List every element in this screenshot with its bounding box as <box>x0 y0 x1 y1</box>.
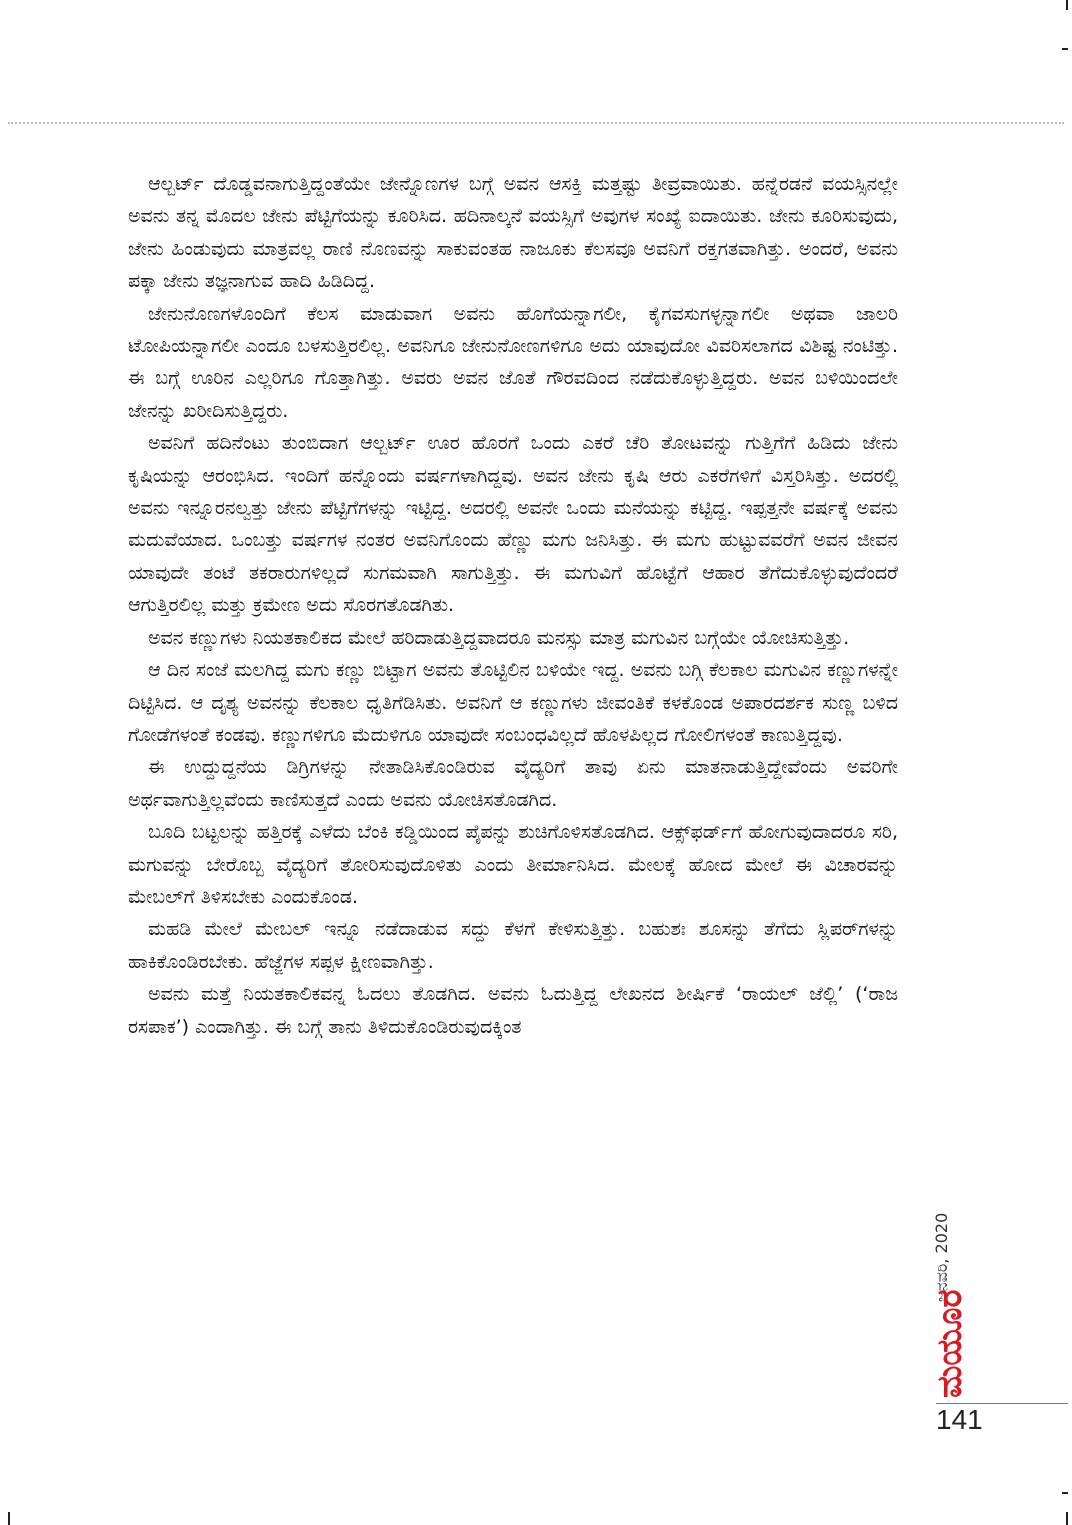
crop-mark-bottom-right <box>1066 1512 1068 1525</box>
crop-mark-bottom-left <box>8 1512 10 1525</box>
article-body <box>128 168 898 1043</box>
magazine-logo: ಮಯೂರ <box>930 1289 970 1398</box>
header-dotted-divider <box>8 122 1064 124</box>
magazine-sidebar <box>928 1080 980 1398</box>
paragraph-5: ಆ ದಿನ ಸಂಜೆ ಮಲಗಿದ್ದ ಮಗು ಕಣ್ಣು ಬಿಟ್ಟಾಗ ಅವನು ತೊಟ್ಟಿಲಿನ ಬಳಿಯೇ ಇದ್ದ. ಅವನು ಬಗ್ಗಿ ಕೆಲಕಾಲ ಮಗುವಿನ ಕಣ್ಣುಗಳನ್ನೇ ದಿಟ್ಟಿಸಿದ. ಆ ದೃಶ್ಯ ಅವನನ್ನು ಕೆಲಕಾಲ ಧೃತಿಗೆಡಿಸಿತು. ಅವನಿಗೆ ಆ ಕಣ್ಣುಗಳು ಜೀವಂತಿಕೆ ಕಳಕೊಂಡ ಅಪಾರದರ್ಶಕ ಸುಣ್ಣ ಬಳಿದ ಗೋಡೆಗಳಂತೆ ಕಂಡವು. ಕಣ್ಣುಗಳಿಗೂ ಮೆದುಳಿಗೂ ಯಾವುದೇ ಸಂಬಂಧವಿಲ್ಲದೆ ಹೊಳಪಿಲ್ಲದ ಗೋಲಿಗಳಂತೆ ಕಾಣುತ್ತಿದ್ದವು. <box>128 659 898 746</box>
crop-mark-top-right-side <box>1062 48 1068 50</box>
paragraph-2: ಜೇನುನೊಣಗಳೊಂದಿಗೆ ಕೆಲಸ ಮಾಡುವಾಗ ಅವನು ಹೊಗೆಯನ್ನಾಗಲೀ, ಕೈಗವಸುಗಳ್ಳನ್ನಾಗಲೀ ಅಥವಾ ಜಾಲರಿ ಟೋಪಿಯನ್ನಾಗಲೀ ಎಂದೂ ಬಳಸುತ್ತಿರಲಿಲ್ಲ. ಅವನಿಗೂ ಜೇನುನೋಣಗಳಿಗೂ ಅದು ಯಾವುದೋ ವಿವರಿಸಲಾಗದ ವಿಶಿಷ್ಟ ನಂಟಿತ್ತು. ಈ ಬಗ್ಗೆ ಊರಿನ ಎಲ್ಲರಿಗೂ ಗೊತ್ತಾಗಿತ್ತು. ಅವರು ಅವನ ಜೊತೆ ಗೌರವದಿಂದ ನಡೆದುಕೊಳ್ಳುತ್ತಿದ್ದರು. ಅವನ ಬಳಿಯಿಂದಲೇ ಜೇನನ್ನು ಖರೀದಿಸುತ್ತಿದ್ದರು. <box>128 302 898 422</box>
paragraph-9: ಅವನು ಮತ್ತೆ ನಿಯತಕಾಲಿಕವನ್ನ ಓದಲು ತೊಡಗಿದ. ಅವನು ಓದುತ್ತಿದ್ದ ಲೇಖನದ ಶೀರ್ಷಿಕೆ ‘ರಾಯಲ್ ಜೆಲ್ಲಿ’ (‘ರಾಜ ರಸಪಾಕ’) ಎಂದಾಗಿತ್ತು. ಈ ಬಗ್ಗೆ ತಾನು ತಿಳಿದುಕೊಂಡಿರುವುದಕ್ಕಿಂತ <box>128 983 898 1038</box>
paragraph-4: ಅವನ ಕಣ್ಣುಗಳು ನಿಯತಕಾಲಿಕದ ಮೇಲೆ ಹರಿದಾಡುತ್ತಿದ್ದವಾದರೂ ಮನಸ್ಸು ಮಾತ್ರ ಮಗುವಿನ ಬಗ್ಗೆಯೇ ಯೋಚಿಸುತ್ತಿತ್ತು. <box>148 626 850 649</box>
crop-mark-bottom-right-side <box>1062 1492 1068 1494</box>
paragraph-7: ಬೂದಿ ಬಟ್ಟಲನ್ನು ಹತ್ತಿರಕ್ಕೆ ಎಳೆದು ಬೆಂಕಿ ಕಡ್ಡಿಯಿಂದ ಪೈಪನ್ನು ಶುಚಿಗೊಳಿಸತೊಡಗಿದ. ಆಕ್ಸ್‌ಫರ್ಡ್‌ಗೆ ಹೋಗುವುದಾದರೂ ಸರಿ, ಮಗುವನ್ನು ಬೇರೊಬ್ಬ ವೈದ್ಯರಿಗೆ ತೋರಿಸುವುದೊಳಿತು ಎಂದು ತೀರ್ಮಾನಿಸಿದ. ಮೇಲಕ್ಕೆ ಹೋದ ಮೇಲೆ ಈ ವಿಚಾರವನ್ನು ಮೇಬಲ್‌ಗೆ ತಿಳಿಸಬೇಕು ಎಂದುಕೊಂಡ. <box>128 821 898 908</box>
paragraph-6: ಈ ಉದ್ದುದ್ದನೆಯ ಡಿಗ್ರಿಗಳನ್ನು ನೇತಾಡಿಸಿಕೊಂಡಿರುವ ವೈದ್ಯರಿಗೆ ತಾವು ಏನು ಮಾತನಾಡುತ್ತಿದ್ದೇವೆಂದು ಅವರಿಗೇ ಅರ್ಥವಾಗುತ್ತಿಲ್ಲವೆಂದು ಕಾಣಿಸುತ್ತದೆ ಎಂದು ಅವನು ಯೋಚಿಸತೊಡಗಿದ. <box>128 756 898 811</box>
crop-mark-top-right <box>1066 0 1068 10</box>
paragraph-8: ಮಹಡಿ ಮೇಲೆ ಮೇಬಲ್ ಇನ್ನೂ ನಡೆದಾಡುವ ಸದ್ದು ಕೆಳಗೆ ಕೇಳಿಸುತ್ತಿತ್ತು. ಬಹುಶಃ ಶೂಸನ್ನು ತೆಗೆದು ಸ್ಲಿಪರ್‌ಗಳನ್ನು ಹಾಕಿಕೊಂಡಿರಬೇಕು. ಹೆಜ್ಜೆಗಳ ಸಪ್ಪಳ ಕ್ಷೀಣವಾಗಿತ್ತು. <box>128 918 898 973</box>
paragraph-1: ಆಲ್ಬರ್ಟ್ ದೊಡ್ಡವನಾಗುತ್ತಿದ್ದಂತೆಯೇ ಜೇನ್ನೊಣಗಳ ಬಗ್ಗೆ ಅವನ ಆಸಕ್ತಿ ಮತ್ತಷ್ಟು ತೀವ್ರವಾಯಿತು. ಹನ್ನೆರಡನೆ ವಯಸ್ಸಿನಲ್ಲೇ ಅವನು ತನ್ನ ಮೊದಲ ಜೇನು ಪೆಟ್ಟಿಗೆಯನ್ನು ಕೂರಿಸಿದ. ಹದಿನಾಲ್ಕನೆ ವಯಸ್ಸಿಗೆ ಅವುಗಳ ಸಂಖ್ಯೆ ಐದಾಯಿತು. ಜೇನು ಕೂರಿಸುವುದು, ಜೇನು ಹಿಂಡುವುದು ಮಾತ್ರವಲ್ಲ ರಾಣಿ ನೊಣವನ್ನು ಸಾಕುವಂತಹ ನಾಜೂಕು ಕೆಲಸವೂ ಅವನಿಗೆ ರಕ್ತಗತವಾಗಿತ್ತು. ಅಂದರೆ, ಅವನು ಪಕ್ಕಾ ಜೇನು ತಜ್ಞನಾಗುವ ಹಾದಿ ಹಿಡಿದಿದ್ದ. <box>128 173 898 293</box>
paragraph-3: ಅವನಿಗೆ ಹದಿನೆಂಟು ತುಂಬಿದಾಗ ಆಲ್ಬರ್ಟ್ ಊರ ಹೊರಗೆ ಒಂದು ಎಕರೆ ಚೆರಿ ತೋಟವನ್ನು ಗುತ್ತಿಗೆಗೆ ಹಿಡಿದು ಜೇನು ಕೃಷಿಯನ್ನು ಆರಂಭಿಸಿದ. ಇಂದಿಗೆ ಹನ್ನೊಂದು ವರ್ಷಗಳಾಗಿದ್ದವು. ಅವನ ಜೇನು ಕೃಷಿ ಆರು ಎಕರೆಗಳಿಗೆ ವಿಸ್ತರಿಸಿತ್ತು. ಅದರಲ್ಲಿ ಅವನು ಇನ್ನೂರನಲ್ವತ್ತು ಜೇನು ಪೆಟ್ಟಿಗೆಗಳನ್ನು ಇಟ್ಟಿದ್ದ. ಅದರಲ್ಲಿ ಅವನೇ ಒಂದು ಮನೆಯನ್ನು ಕಟ್ಟಿದ್ದ. ಇಪ್ಪತ್ತನೇ ವರ್ಷಕ್ಕೆ ಅವನು ಮದುವೆಯಾದ. ಒಂಬತ್ತು ವರ್ಷಗಳ ನಂತರ ಅವನಿಗೊಂದು ಹೆಣ್ಣು ಮಗು ಜನಿಸಿತ್ತು. ಈ ಮಗು ಹುಟ್ಟುವವರೆಗೆ ಅವನ ಜೀವನ ಯಾವುದೇ ತಂಟೆ ತಕರಾರುಗಳಿಲ್ಲದೆ ಸುಗಮವಾಗಿ ಸಾಗುತ್ತಿತ್ತು. ಈ ಮಗುವಿಗೆ ಹೊಟ್ಟೆಗೆ ಆಹಾರ ತೆಗೆದುಕೊಳ್ಳುವುದೆಂದರೆ ಆಗುತ್ತಿರಲಿಲ್ಲ ಮತ್ತು ಕ್ರಮೇಣ ಅದು ಸೊರಗತೊಡಗಿತು. <box>128 432 898 617</box>
page-number: 141 <box>936 1404 983 1435</box>
issue-date: ಜನವರಿ, 2020 <box>932 1212 951 1302</box>
